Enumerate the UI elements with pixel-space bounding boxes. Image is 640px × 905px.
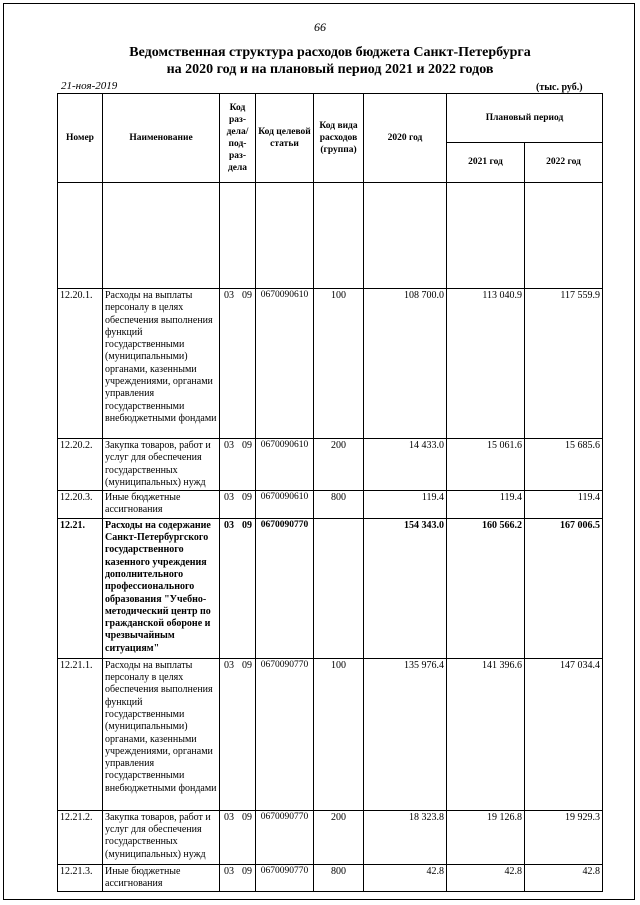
row-amount-2020: 42.8 [364,864,447,892]
header-planned-period: Плановый период [447,94,603,143]
unit-label: (тыс. руб.) [536,82,583,93]
table-row [58,491,603,519]
row-amount-2020: 18 323.8 [364,810,447,864]
row-name: Расходы на выплаты персоналу в целях обеспечения выполнения функций государственными (муниципальными) органами, казенными учреждениями, органами управления государственными внебюджетными фондами [103,658,220,810]
row-amount-2021: 19 126.8 [447,810,525,864]
row-expense-type: 200 [314,810,364,864]
table-body [58,289,603,892]
row-podrazdel-code: 09 [242,519,252,531]
row-amount-2022: 147 034.4 [525,658,603,810]
row-razdel-code: 03 [224,519,234,531]
header-2021: 2021 год [447,142,525,182]
row-amount-2022: 117 559.9 [525,289,603,439]
row-target-code: 0670090770 [256,658,314,810]
table-row [58,658,603,810]
row-razdel [220,518,256,658]
row-razdel-code: 03 [224,440,234,451]
row-name: Иные бюджетные ассигнования [103,864,220,892]
row-target-code: 0670090770 [256,864,314,892]
page-number: 66 [314,20,326,34]
row-podrazdel-code: 09 [242,659,252,671]
header-2022: 2022 год [525,142,603,182]
row-amount-2020: 154 343.0 [364,518,447,658]
row-target-code: 0670090770 [256,810,314,864]
row-name: Иные бюджетные ассигнования [103,491,220,519]
row-number: 12.20.1. [58,289,103,439]
row-podrazdel-code: 09 [242,811,252,823]
header-2020: 2020 год [364,94,447,183]
title-line-1: Ведомственная структура расходов бюджета Санкт-Петербурга [129,45,531,60]
row-razdel [220,439,256,491]
row-expense-type [314,518,364,658]
table-row [58,439,603,491]
header-vr: Код вида расходов (группа) [314,94,364,183]
row-podrazdel-code: 09 [242,440,252,451]
row-target-code: 0670090610 [256,439,314,491]
header-number: Номер [58,94,103,183]
row-name: Закупка товаров, работ и услуг для обеспечения государственных (муниципальных) нужд [103,810,220,864]
row-amount-2021: 42.8 [447,864,525,892]
row-amount-2022: 19 929.3 [525,810,603,864]
table-row [58,810,603,864]
row-amount-2020: 108 700.0 [364,289,447,439]
row-number: 12.21. [58,518,103,658]
header-csr: Код целевой статьи [256,94,314,183]
row-name: Закупка товаров, работ и услуг для обеспечения государственных (муниципальных) нужд [103,439,220,491]
row-expense-type: 100 [314,289,364,439]
row-amount-2021: 119.4 [447,491,525,519]
header-name: Наименование [103,94,220,183]
row-razdel-code: 03 [224,290,234,301]
row-name: Расходы на выплаты персоналу в целях обеспечения выполнения функций государственными (муниципальными) органами, казенными учреждениями, органами управления государственными внебюджетными фондами [103,289,220,439]
row-razdel [220,289,256,439]
row-razdel [220,810,256,864]
document-date: 21-ноя-2019 [61,80,118,92]
row-number: 12.21.3. [58,864,103,892]
row-amount-2021: 113 040.9 [447,289,525,439]
row-expense-type: 800 [314,864,364,892]
row-razdel [220,864,256,892]
row-razdel [220,658,256,810]
row-razdel-code: 03 [224,865,234,877]
row-number: 12.21.1. [58,658,103,810]
row-razdel-code: 03 [224,659,234,671]
row-podrazdel-code: 09 [242,290,252,301]
row-amount-2022: 15 685.6 [525,439,603,491]
row-number: 12.20.3. [58,491,103,519]
row-podrazdel-code: 09 [242,492,252,504]
row-amount-2022: 167 006.5 [525,518,603,658]
row-podrazdel-code: 09 [242,865,252,877]
row-expense-type: 100 [314,658,364,810]
row-amount-2020: 135 976.4 [364,658,447,810]
table-row [58,518,603,658]
row-amount-2021: 160 566.2 [447,518,525,658]
row-amount-2021: 141 396.6 [447,658,525,810]
row-expense-type: 200 [314,439,364,491]
row-name: Расходы на содержание Санкт-Петербургского государственного казенного учреждения дополнительного профессионального образования "Учебно-методический центр по гражданской обороне и чрезвычайным ситуациям" [103,518,220,658]
row-razdel-code: 03 [224,811,234,823]
row-amount-2020: 14 433.0 [364,439,447,491]
row-amount-2022: 42.8 [525,864,603,892]
row-amount-2022: 119.4 [525,491,603,519]
title-line-2: на 2020 год и на плановый период 2021 и 2022 годов [166,62,494,77]
row-expense-type: 800 [314,491,364,519]
row-razdel [220,491,256,519]
row-target-code: 0670090610 [256,289,314,439]
row-number: 12.21.2. [58,810,103,864]
header-spacer-row [58,183,603,289]
row-target-code: 0670090770 [256,518,314,658]
row-razdel-code: 03 [224,492,234,504]
table-row [58,864,603,892]
table-row [58,289,603,439]
document-title [100,44,560,78]
budget-table [57,93,603,892]
row-amount-2021: 15 061.6 [447,439,525,491]
header-razdel: Код раз- дела/ под- раз- дела [220,94,256,183]
row-amount-2020: 119.4 [364,491,447,519]
row-number: 12.20.2. [58,439,103,491]
row-target-code: 0670090610 [256,491,314,519]
